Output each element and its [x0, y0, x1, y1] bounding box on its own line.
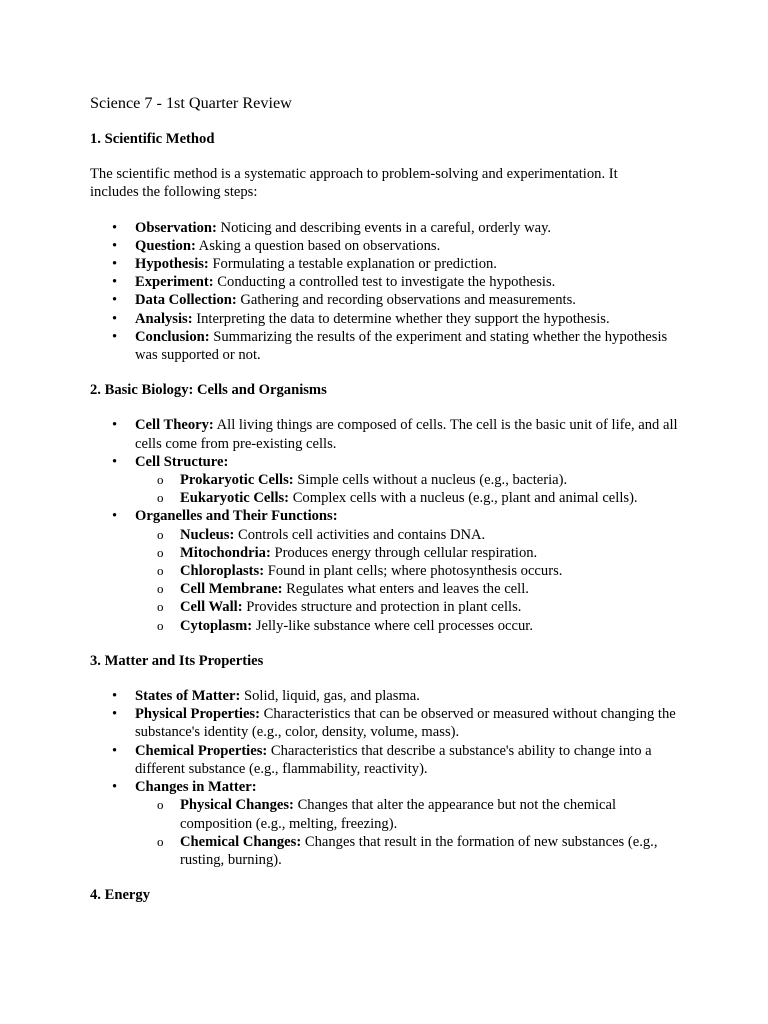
bullet-icon: •: [112, 310, 118, 327]
item-text: Produces energy through cellular respiration.: [270, 544, 538, 561]
item-term: Cytoplasm:: [180, 617, 253, 634]
list-item: [90, 273, 680, 291]
item-term: Organelles and Their Functions:: [135, 508, 338, 525]
item-term: Nucleus:: [180, 526, 235, 543]
item-text: Characteristics that can be observed or measured without changing the substance's identity (e.g., color, density, volume, mass).: [135, 706, 676, 741]
item-term: Cell Membrane:: [180, 581, 283, 598]
item-term: Changes in Matter:: [135, 779, 257, 796]
sub-list-item: [135, 617, 680, 635]
list-item: [90, 778, 680, 869]
sub-list-item: [135, 489, 680, 507]
steps-list: [90, 219, 768, 365]
list-item: [90, 237, 680, 255]
section-heading: 2. Basic Biology: Cells and Organisms: [90, 382, 327, 399]
item-term: Experiment:: [135, 274, 214, 291]
list-item: [90, 219, 680, 237]
item-term: Chemical Properties:: [135, 742, 268, 759]
item-term: Cell Theory:: [135, 417, 214, 434]
sub-bullet-icon: o: [157, 563, 164, 579]
sub-list-item: [135, 544, 680, 562]
item-term: Prokaryotic Cells:: [180, 472, 294, 489]
list-item: [90, 416, 680, 452]
list-item: [90, 742, 680, 778]
item-text: Complex cells with a nucleus (e.g., plant and animal cells).: [289, 490, 638, 507]
item-text: Noticing and describing events in a careful, orderly way.: [216, 219, 552, 236]
sub-bullet-icon: o: [157, 617, 164, 633]
section-basic-biology: [90, 381, 768, 635]
sub-list: [135, 471, 680, 507]
item-text: Conducting a controlled test to investigate the hypothesis.: [213, 274, 556, 291]
item-text: Jelly-like substance where cell processes occur.: [252, 617, 533, 634]
item-text: Summarizing the results of the experiment and stating whether the hypothesis was supported or not.: [135, 328, 668, 364]
item-text: All living things are composed of cells. The cell is the basic unit of life, and all cells come from pre-existing cells.: [135, 417, 678, 452]
section-heading: 3. Matter and Its Properties: [90, 652, 264, 669]
bullet-icon: •: [112, 237, 118, 254]
sub-bullet-icon: o: [157, 544, 164, 560]
bullet-icon: •: [112, 742, 118, 759]
list-item: [90, 310, 680, 328]
sub-list-item: [135, 471, 680, 489]
item-term: Mitochondria:: [180, 544, 271, 561]
bullet-icon: •: [112, 292, 118, 309]
sub-bullet-icon: o: [157, 797, 164, 813]
sub-bullet-icon: o: [157, 581, 164, 597]
sub-list-item: [135, 580, 680, 598]
bullet-icon: •: [112, 508, 118, 525]
item-text: Simple cells without a nucleus (e.g., bacteria).: [293, 472, 568, 489]
item-term: Physical Properties:: [135, 706, 260, 723]
item-term: Data Collection:: [135, 292, 237, 309]
list-item: [90, 507, 680, 634]
item-term: Cell Wall:: [180, 599, 243, 616]
item-term: Hypothesis:: [135, 256, 209, 273]
document-title: Science 7 - 1st Quarter Review: [90, 94, 292, 112]
sub-bullet-icon: o: [157, 599, 164, 615]
item-text: Changes that result in the formation of new substances (e.g., rusting, burning).: [180, 833, 658, 868]
bullet-icon: •: [112, 779, 118, 796]
bullet-icon: •: [112, 417, 118, 434]
item-term: Question:: [135, 237, 196, 254]
item-text: Regulates what enters and leaves the cell.: [282, 581, 529, 598]
sub-list-item: [135, 526, 680, 544]
item-text: Formulating a testable explanation or prediction.: [208, 256, 497, 273]
item-text: Solid, liquid, gas, and plasma.: [240, 688, 420, 705]
section-heading: 1. Scientific Method: [90, 131, 215, 147]
item-term: Physical Changes:: [180, 797, 294, 814]
list-item: [90, 453, 680, 508]
sub-bullet-icon: o: [157, 490, 164, 506]
bullet-icon: •: [112, 274, 118, 291]
matter-list: [90, 687, 768, 869]
sub-list-item: [135, 562, 680, 580]
list-item: [90, 255, 680, 273]
item-term: Chemical Changes:: [180, 833, 302, 850]
sub-list: [135, 796, 680, 869]
section-matter-properties: [90, 652, 768, 869]
section-intro: The scientific method is a systematic approach to problem-solving and experimentation. It includes the following steps:: [90, 166, 618, 201]
item-term: Eukaryotic Cells:: [180, 490, 290, 507]
item-term: Analysis:: [135, 310, 193, 327]
item-text: Asking a question based on observations.: [195, 237, 441, 254]
list-item: [90, 328, 680, 364]
item-text: Gathering and recording observations and measurements.: [236, 292, 576, 309]
list-item: [90, 687, 680, 705]
sub-bullet-icon: o: [157, 472, 164, 488]
item-term: Observation:: [135, 219, 217, 236]
item-text: Characteristics that describe a substance's ability to change into a different substance (e.g., flammability, reactivity).: [135, 742, 652, 777]
sub-bullet-icon: o: [157, 833, 164, 849]
section-heading: 4. Energy: [90, 887, 150, 904]
item-text: Found in plant cells; where photosynthesis occurs.: [264, 563, 563, 580]
sub-list-item: [135, 833, 680, 869]
sub-list-item: [135, 796, 680, 832]
item-text: Changes that alter the appearance but not the chemical composition (e.g., melting, freezing).: [180, 797, 617, 832]
list-item: [90, 291, 680, 309]
bullet-icon: •: [112, 256, 118, 273]
item-term: Cell Structure:: [135, 453, 229, 470]
bullet-icon: •: [112, 688, 118, 705]
item-text: Controls cell activities and contains DNA.: [234, 526, 486, 543]
bullet-icon: •: [112, 219, 118, 236]
bullet-icon: •: [112, 706, 118, 723]
item-text: Interpreting the data to determine whether they support the hypothesis.: [192, 310, 610, 327]
item-term: Conclusion:: [135, 328, 210, 345]
item-term: States of Matter:: [135, 688, 241, 705]
sub-list: [135, 526, 680, 635]
item-text: Provides structure and protection in plant cells.: [242, 599, 522, 616]
section-scientific-method: [90, 130, 768, 364]
sub-bullet-icon: o: [157, 526, 164, 542]
list-item: [90, 705, 680, 741]
item-term: Chloroplasts:: [180, 563, 265, 580]
bullet-icon: •: [112, 328, 118, 345]
sub-list-item: [135, 598, 680, 616]
bullet-icon: •: [112, 453, 118, 470]
section-energy: [90, 886, 768, 904]
biology-list: [90, 416, 768, 634]
